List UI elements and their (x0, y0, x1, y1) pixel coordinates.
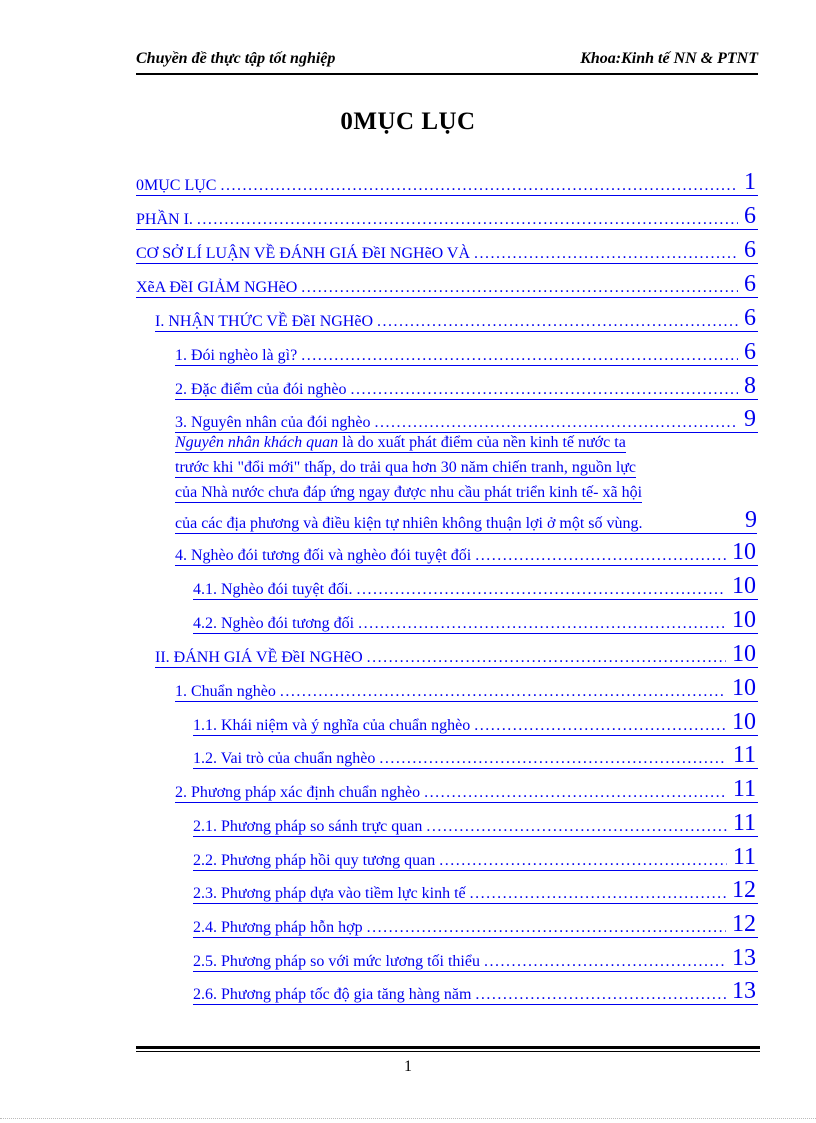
page-title: 0MỤC LỤC (340, 108, 476, 135)
toc-entry-page: 13 (732, 981, 756, 1004)
toc-entry[interactable] (193, 745, 758, 769)
toc-leader-dots (220, 177, 738, 195)
toc-entry-text: 1. Chuẩn nghèo (175, 683, 276, 700)
paragraph-italic: Nguyên nhân khách quan (175, 434, 339, 451)
paragraph-line-2: trước khi "đổi mới" thấp, do trải qua hơn 30 năm chiến tranh, nguồn lực (175, 459, 637, 476)
toc-entry-page: 6 (744, 342, 756, 365)
toc-leader-dots (197, 211, 738, 229)
footer-rule-thin (136, 1051, 760, 1052)
toc-leader-dots (484, 953, 726, 971)
toc-entry-text: I. NHẬN THỨC VỀ ĐềI NGHẽO (155, 313, 374, 330)
toc-entry[interactable] (136, 172, 758, 196)
toc-entry-page: 1 (744, 172, 756, 195)
toc-entry-text: XẽA ĐềI GIẢM NGHẽO (136, 279, 298, 296)
toc-entry-text: 2.6. Phương pháp tốc độ gia tăng hàng năm (193, 986, 472, 1003)
toc-entry[interactable] (175, 376, 758, 400)
toc-entry-text: 2. Phương pháp xác định chuẩn nghèo (175, 784, 421, 801)
toc-leader-dots (280, 683, 726, 701)
paragraph-page: 9 (745, 507, 757, 533)
toc-entry-text: 1.1. Khái niệm và ý nghĩa của chuẩn nghèo (193, 717, 471, 734)
toc-leader-dots (474, 245, 738, 263)
toc-entry[interactable] (136, 274, 758, 298)
toc-entry[interactable] (193, 914, 758, 938)
toc-entry-page: 12 (732, 880, 756, 903)
toc-entry[interactable] (193, 576, 758, 600)
footer-rule-thick (136, 1046, 760, 1049)
toc-leader-dots (357, 581, 726, 599)
toc-entry-text: 4. Nghèo đói tương đối và nghèo đói tuyệt đối (175, 547, 472, 564)
toc-entry-page: 10 (732, 610, 756, 633)
toc-leader-dots (475, 986, 726, 1004)
toc-entry-text: 2.1. Phương pháp so sánh trực quan (193, 818, 423, 835)
toc-entry-page: 11 (732, 745, 756, 768)
header-right-text: Khoa:Kinh tế NN & PTNT (580, 50, 758, 67)
page-number: 1 (404, 1058, 412, 1075)
toc-entry[interactable] (193, 813, 758, 837)
toc-entry-text: 2.5. Phương pháp so với mức lương tối thiểu (193, 953, 480, 970)
toc-entry[interactable] (193, 880, 758, 904)
toc-entry[interactable] (155, 308, 758, 332)
toc-leader-dots (474, 717, 726, 735)
toc-entry-text: 4.2. Nghèo đói tương đối (193, 615, 355, 632)
toc-entry[interactable] (193, 948, 758, 972)
paragraph-line-4 (175, 507, 757, 534)
toc-entry[interactable] (136, 206, 758, 230)
toc-leader-dots (375, 414, 738, 432)
toc-entry-page: 6 (744, 274, 756, 297)
toc-entry-text: CƠ SỞ LÍ LUẬN VỀ ĐÁNH GIÁ ĐềI NGHẽO VÀ (136, 245, 471, 262)
toc-leader-dots (358, 615, 726, 633)
toc-entry-text: 1.2. Vai trò của chuẩn nghèo (193, 750, 376, 767)
toc-entry[interactable] (136, 240, 758, 264)
toc-leader-dots (426, 818, 727, 836)
toc-entry[interactable] (175, 678, 758, 702)
toc-entry-page: 6 (744, 206, 756, 229)
toc-leader-dots (475, 547, 726, 565)
toc-entry-text: 2.3. Phương pháp dựa vào tiềm lực kinh tế (193, 885, 466, 902)
toc-leader-dots (377, 313, 738, 331)
toc-leader-dots (439, 852, 727, 870)
toc-leader-dots (424, 784, 727, 802)
toc-entry-page: 6 (744, 308, 756, 331)
toc-entry-page: 10 (732, 712, 756, 735)
toc-entry-page: 10 (732, 644, 756, 667)
toc-leader-dots (367, 919, 726, 937)
toc-leader-dots (379, 750, 727, 768)
toc-entry-text: 0MỤC LỤC (136, 177, 217, 194)
toc-entry[interactable] (193, 847, 758, 871)
header-left-text: Chuyền đề thực tập tốt nghiệp (136, 50, 336, 67)
toc-entry-page: 10 (732, 576, 756, 599)
toc-entry[interactable] (175, 542, 758, 566)
toc-entry[interactable] (193, 981, 758, 1005)
toc-entry-text: II. ĐÁNH GIÁ VỀ ĐềI NGHẽO (155, 649, 363, 666)
paragraph-line-3: của Nhà nước chưa đáp ứng ngay được nhu cầu phát triển kinh tế- xã hội (175, 484, 643, 501)
toc-entry-page: 10 (732, 678, 756, 701)
toc-entry-page: 10 (732, 542, 756, 565)
paragraph-line-1-rest: là do xuất phát điểm của nền kinh tế nước ta (338, 434, 626, 451)
toc-leader-dots (301, 347, 738, 365)
toc-entry-text: 2.2. Phương pháp hồi quy tương quan (193, 852, 436, 869)
toc-leader-dots (470, 885, 726, 903)
toc-entry[interactable] (175, 342, 758, 366)
toc-entry-page: 9 (744, 409, 756, 432)
toc-entry[interactable] (193, 712, 758, 736)
toc-entry[interactable] (193, 610, 758, 634)
toc-entry-page: 12 (732, 914, 756, 937)
toc-entry-text: 3. Nguyên nhân của đói nghèo (175, 414, 371, 431)
toc-entry-text: 1. Đói nghèo là gì? (175, 347, 298, 364)
toc-entry-page: 11 (732, 779, 756, 802)
toc-leader-dots (301, 279, 738, 297)
toc-entry[interactable] (175, 779, 758, 803)
toc-entry-page: 6 (744, 240, 756, 263)
toc-entry-page: 11 (732, 813, 756, 836)
toc-entry-page: 8 (744, 376, 756, 399)
paragraph-line-1 (175, 434, 626, 453)
toc-leader-dots (367, 649, 726, 667)
toc-entry-text: 2. Đặc điểm của đói nghèo (175, 381, 347, 398)
toc-entry[interactable] (175, 409, 758, 433)
toc-entry-text: PHẦN I. (136, 211, 193, 228)
toc-entry-page: 13 (732, 948, 756, 971)
toc-entry[interactable] (155, 644, 758, 668)
toc-entry-text: 2.4. Phương pháp hỗn hợp (193, 919, 363, 936)
page-bottom-dotted-border (0, 1118, 816, 1119)
toc-entry-text: 4.1. Nghèo đói tuyệt đối. (193, 581, 353, 598)
paragraph-line-4-text: của các địa phương và điều kiện tự nhiên không thuận lợi ở một số vùng. (175, 515, 643, 532)
toc-entry-page: 11 (732, 847, 756, 870)
toc-leader-dots (351, 381, 739, 399)
